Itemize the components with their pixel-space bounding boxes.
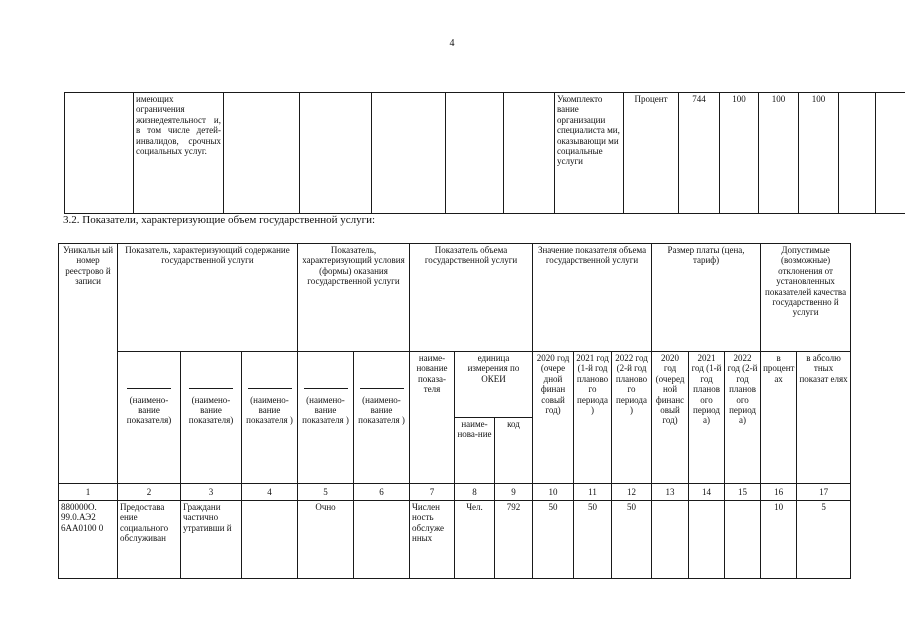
cell — [446, 93, 504, 214]
cell-content-1: Предостава ение социального обслуживан — [118, 501, 181, 579]
cell-content-2: Граждани частично утративши й — [181, 501, 242, 579]
cell-condition-1: Очно — [298, 501, 354, 579]
header-volume-value: Значение показателя объема государственной услуги — [533, 244, 652, 352]
cell-unit: Процент — [624, 93, 679, 214]
cell — [504, 93, 555, 214]
cell — [300, 93, 372, 214]
column-number: 15 — [725, 484, 761, 501]
cell — [876, 93, 905, 214]
column-number: 1 — [59, 484, 118, 501]
header-fee: Размер платы (цена, тариф) — [652, 244, 761, 352]
column-number: 14 — [689, 484, 725, 501]
header-content-indicator: Показатель, характеризующий содержание государственной услуги — [118, 244, 298, 352]
column-number: 11 — [574, 484, 612, 501]
header-deviations: Допустимые (возможные) отклонения от установленных показателей качества государственно й услуги — [761, 244, 851, 352]
cell — [65, 93, 134, 214]
cell-value: 100 — [799, 93, 839, 214]
header-value-2022: 2022 год (2-й год планово го периода ) — [612, 352, 652, 484]
column-number: 13 — [652, 484, 689, 501]
cell-indicator-name: Укомплекто вание организации специалиста ми, оказывающи ми социальные услуги — [555, 93, 624, 214]
header-cond-sub-1: (наимено-вание показателя ) — [298, 352, 354, 484]
cell-value-2020: 50 — [533, 501, 574, 579]
column-number: 10 — [533, 484, 574, 501]
header-row — [59, 352, 851, 418]
header-value-2021: 2021 год (1-й год планово го периода ) — [574, 352, 612, 484]
section-title: 3.2. Показатели, характеризующие объем государственной услуги: — [63, 214, 376, 226]
header-fee-2021: 2021 год (1-й год планов ого период а) — [689, 352, 725, 484]
header-conditions-indicator: Показатель, характеризующий условия (формы) оказания государственной услуги — [298, 244, 410, 352]
column-number: 2 — [118, 484, 181, 501]
header-unit-name: наиме-нова-ние — [455, 418, 495, 484]
cell-code: 792 — [495, 501, 533, 579]
header-volume-indicator: Показатель объема государственной услуги — [410, 244, 533, 352]
page-number: 4 — [449, 38, 455, 49]
continuation-table — [64, 92, 905, 214]
header-content-sub-3: (наимено-вание показателя ) — [242, 352, 298, 484]
cell-value: 100 — [720, 93, 759, 214]
column-number: 17 — [797, 484, 851, 501]
cell — [224, 93, 300, 214]
cell — [372, 93, 446, 214]
column-number: 7 — [410, 484, 455, 501]
header-value-2020: 2020 год (очере дной финан совый год) — [533, 352, 574, 484]
column-number: 4 — [242, 484, 298, 501]
cell-code: 744 — [679, 93, 720, 214]
cell-registry-number: 880000О. 99.0.АЭ2 6АА0100 0 — [59, 501, 118, 579]
column-number: 6 — [354, 484, 410, 501]
header-indicator-name: наиме-нование показа-теля — [410, 352, 455, 484]
header-content-sub-1: (наимено-вание показателя) — [118, 352, 181, 484]
cell-indicator-name: Числен ность обслуже нных — [410, 501, 455, 579]
cell-fee-2020 — [652, 501, 689, 579]
column-number: 8 — [455, 484, 495, 501]
header-unit-okei: единица измерения по ОКЕИ — [455, 352, 533, 418]
cell-content-3 — [242, 501, 298, 579]
cell-value-2021: 50 — [574, 501, 612, 579]
header-cond-sub-2: (наимено-вание показателя ) — [354, 352, 410, 484]
column-numbers-row — [59, 484, 851, 501]
header-unit-code: код — [495, 418, 533, 484]
cell-fee-2021 — [689, 501, 725, 579]
column-number: 12 — [612, 484, 652, 501]
cell-service-description: имеющих ограничения жизнедеятельност и, в том числе детей-инвалидов, срочных социальных услуг. — [134, 93, 224, 214]
cell-value-2022: 50 — [612, 501, 652, 579]
header-fee-2022: 2022 год (2-й год планов ого период а) — [725, 352, 761, 484]
header-unique-number: Уникальн ый номер реестрово й записи — [59, 244, 118, 484]
cell-fee-2022 — [725, 501, 761, 579]
column-number: 16 — [761, 484, 797, 501]
cell-condition-2 — [354, 501, 410, 579]
cell-unit: Чел. — [455, 501, 495, 579]
column-number: 9 — [495, 484, 533, 501]
table-row — [59, 501, 851, 579]
header-dev-absolute: в абсолю тных показат елях — [797, 352, 851, 484]
header-dev-percent: в процент ах — [761, 352, 797, 484]
column-number: 5 — [298, 484, 354, 501]
table-row — [65, 93, 905, 214]
header-fee-2020: 2020 год (очеред ной финанс овый год) — [652, 352, 689, 484]
header-content-sub-2: (наимено-вание показателя) — [181, 352, 242, 484]
cell-dev-percent: 10 — [761, 501, 797, 579]
column-number: 3 — [181, 484, 242, 501]
cell-dev-absolute: 5 — [797, 501, 851, 579]
cell-value: 100 — [759, 93, 799, 214]
volume-indicators-table — [58, 243, 851, 579]
cell — [839, 93, 876, 214]
header-row — [59, 244, 851, 352]
